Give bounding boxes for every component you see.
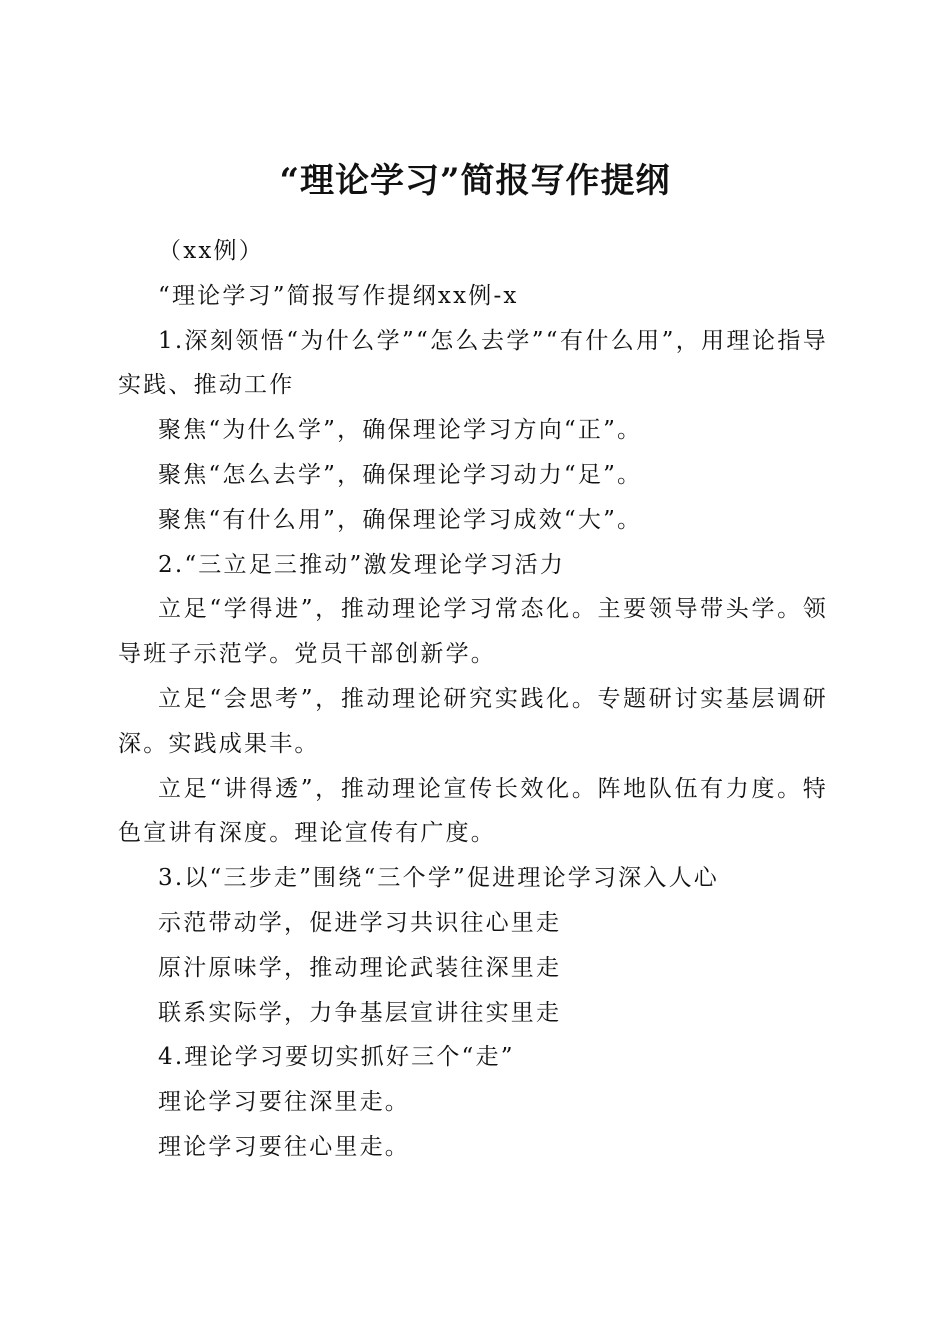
paragraph: 聚焦“有什么用”，确保理论学习成效“大”。 [158, 506, 643, 533]
paragraph: 理论学习要往心里走。 [158, 1133, 410, 1160]
paragraph-subtitle: “理论学习”简报写作提纲xx例-x [158, 282, 519, 309]
section-heading-1: 1.深刻领悟“为什么学”“怎么去学”“有什么用”，用理论指导实践、推动工作 [118, 327, 828, 399]
paragraph: 原汁原味学，推动理论武装往深里走 [158, 954, 562, 981]
section-heading-4: 4.理论学习要切实抓好三个“走” [158, 1044, 515, 1071]
paragraph: 立足“讲得透”，推动理论宣传长效化。阵地队伍有力度。特色宣讲有深度。理论宣传有广度。 [118, 775, 828, 847]
paragraph-source-note: （xx例） [158, 238, 264, 264]
paragraph: 立足“学得进”，推动理论学习常态化。主要领导带头学。领导班子示范学。党员干部创新学。 [118, 596, 828, 668]
section-heading-2: 2.“三立足三推动”激发理论学习活力 [158, 551, 566, 578]
section-heading-3: 3.以“三步走”围绕“三个学”促进理论学习深入人心 [158, 865, 719, 892]
paragraph: 立足“会思考”，推动理论研究实践化。专题研讨实基层调研深。实践成果丰。 [118, 685, 828, 757]
paragraph: 聚焦“怎么去学”，确保理论学习动力“足”。 [158, 461, 643, 488]
paragraph: 理论学习要往深里走。 [158, 1089, 410, 1116]
document-body [118, 229, 828, 1170]
paragraph: 聚焦“为什么学”，确保理论学习方向“正”。 [158, 417, 643, 444]
document-title: “理论学习”简报写作提纲 [279, 160, 671, 201]
paragraph: 联系实际学，力争基层宣讲往实里走 [158, 999, 562, 1026]
paragraph: 示范带动学，促进学习共识往心里走 [158, 909, 562, 936]
